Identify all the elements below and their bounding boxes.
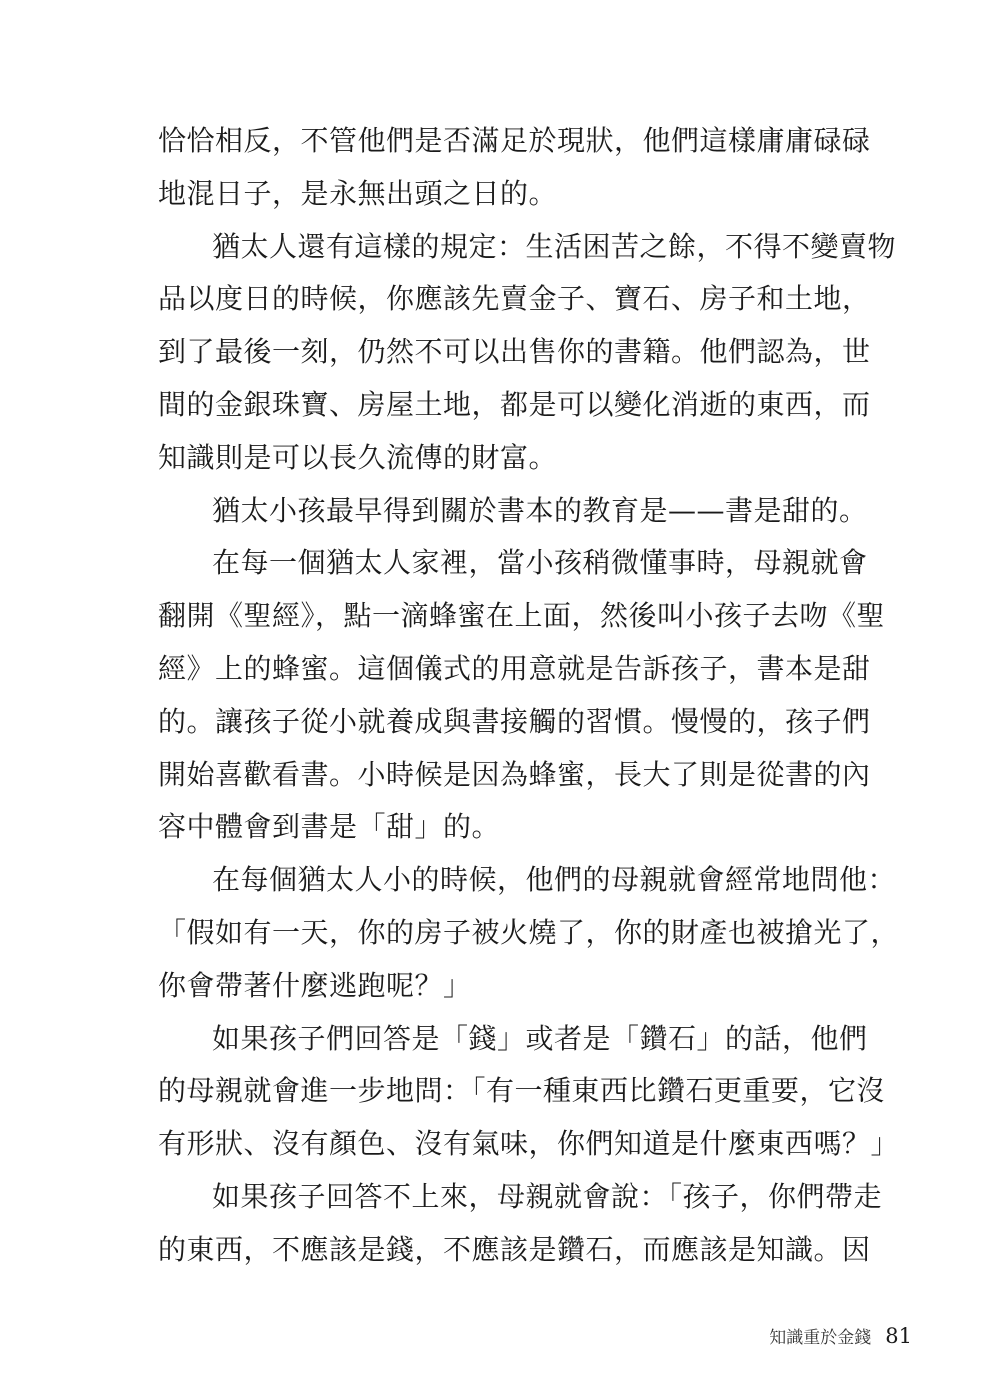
text-line: 「假如有一天，你的房子被火燒了，你的財產也被搶光了，: [158, 915, 900, 949]
text-line: 你會帶著什麼逃跑呢？」: [158, 968, 472, 1002]
text-line: 知識則是可以長久流傳的財富。: [158, 440, 558, 474]
text-line: 到了最後一刻，仍然不可以出售你的書籍。他們認為，世: [158, 335, 871, 369]
text-line: 在每一個猶太人家裡，當小孩稍微懂事時，母親就會: [212, 546, 868, 580]
text-line: 經》上的蜂蜜。這個儀式的用意就是告訴孩子，書本是甜: [158, 651, 871, 685]
text-line: 有形狀、沒有顏色、沒有氣味，你們知道是什麼東西嗎？」: [158, 1127, 900, 1161]
running-head: 知識重於金錢: [769, 1328, 872, 1348]
text-line: 的。讓孩子從小就養成與書接觸的習慣。慢慢的，孩子們: [158, 704, 871, 738]
text-line: 翻開《聖經》，點一滴蜂蜜在上面，然後叫小孩子去吻《聖: [158, 599, 886, 633]
text-line: 間的金銀珠寶、房屋土地，都是可以變化消逝的東西，而: [158, 387, 871, 421]
page-number: 81: [885, 1324, 912, 1348]
body-text: [158, 115, 900, 1277]
text-line: 猶太小孩最早得到關於書本的教育是——書是甜的。: [212, 493, 868, 527]
text-line: 恰恰相反，不管他們是否滿足於現狀，他們這樣庸庸碌碌: [158, 124, 871, 157]
page-footer: [769, 1318, 912, 1354]
text-line: 開始喜歡看書。小時候是因為蜂蜜，長大了則是從書的內: [158, 757, 871, 791]
text-line: 容中體會到書是「甜」的。: [158, 810, 501, 844]
text-line: 如果孩子們回答是「錢」或者是「鑽石」的話，他們: [212, 1021, 868, 1055]
text-line: 地混日子，是永無出頭之日的。: [158, 176, 558, 210]
text-line: 在每個猶太人小的時候，他們的母親就會經常地問他：: [212, 863, 897, 897]
text-line: 品以度日的時候，你應該先賣金子、寶石、房子和土地，: [158, 282, 871, 316]
text-line: 的東西，不應該是錢，不應該是鑽石，而應該是知識。因: [158, 1232, 871, 1266]
text-line: 猶太人還有這樣的規定：生活困苦之餘，不得不變賣物: [212, 229, 897, 263]
text-line: 如果孩子回答不上來，母親就會說：「孩子，你們帶走: [212, 1179, 883, 1213]
text-line: 的母親就會進一步地問：「有一種東西比鑽石更重要，它沒: [158, 1074, 886, 1108]
